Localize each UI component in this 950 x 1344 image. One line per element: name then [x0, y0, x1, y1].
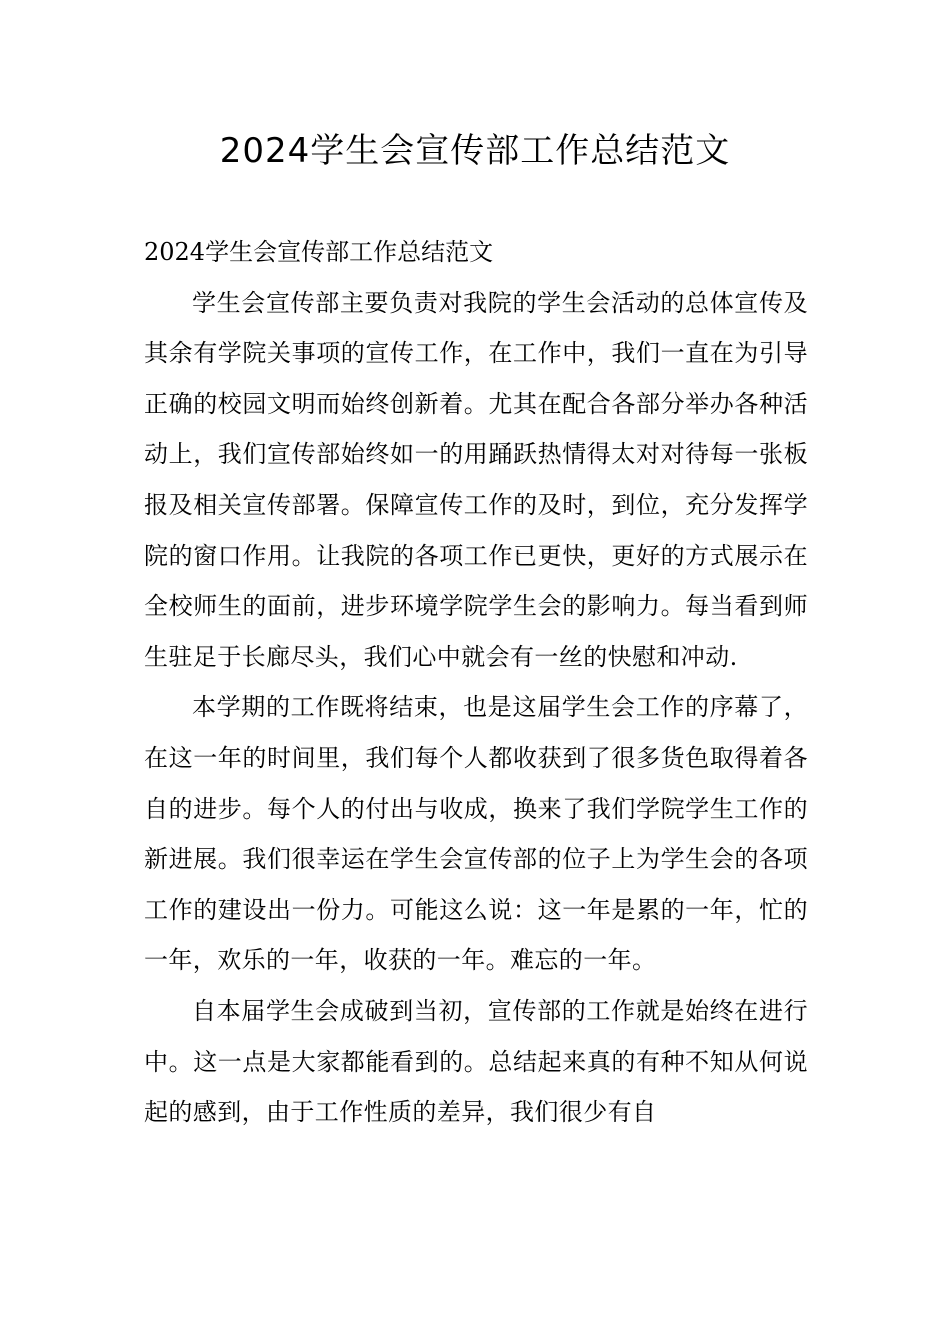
paragraph-2: 本学期的工作既将结束，也是这届学生会工作的序幕了，在这一年的时间里，我们每个人都收获到了很多货色取得着各自的进步。每个人的付出与收成，换来了我们学院学生工作的新进展。我们很幸运在学生会宣传部的位子上为学生会的各项工作的建设出一份力。可能这么说：这一年是累的一年，忙的一年，欢乐的一年，收获的一年。难忘的一年。	[144, 693, 808, 975]
document-title: 2024学生会宣传部工作总结范文	[219, 131, 731, 171]
document-body	[144, 227, 808, 1138]
document-subtitle: 2024学生会宣传部工作总结范文	[144, 238, 494, 266]
paragraph-1: 学生会宣传部主要负责对我院的学生会活动的总体宣传及其余有学院关事项的宣传工作，在工作中，我们一直在为引导正确的校园文明而始终创新着。尤其在配合各部分举办各种活动上，我们宣传部始终如一的用踊跃热情得太对对待每一张板报及相关宣传部署。保障宣传工作的及时，到位，充分发挥学院的窗口作用。让我院的各项工作已更快，更好的方式展示在全校师生的面前，进步环境学院学生会的影响力。每当看到师生驻足于长廊尽头，我们心中就会有一丝的快慰和冲动.	[144, 288, 808, 671]
paragraph-3: 自本届学生会成破到当初，宣传部的工作就是始终在进行中。这一点是大家都能看到的。总结起来真的有种不知从何说起的感到，由于工作性质的差异，我们很少有自	[144, 996, 808, 1127]
